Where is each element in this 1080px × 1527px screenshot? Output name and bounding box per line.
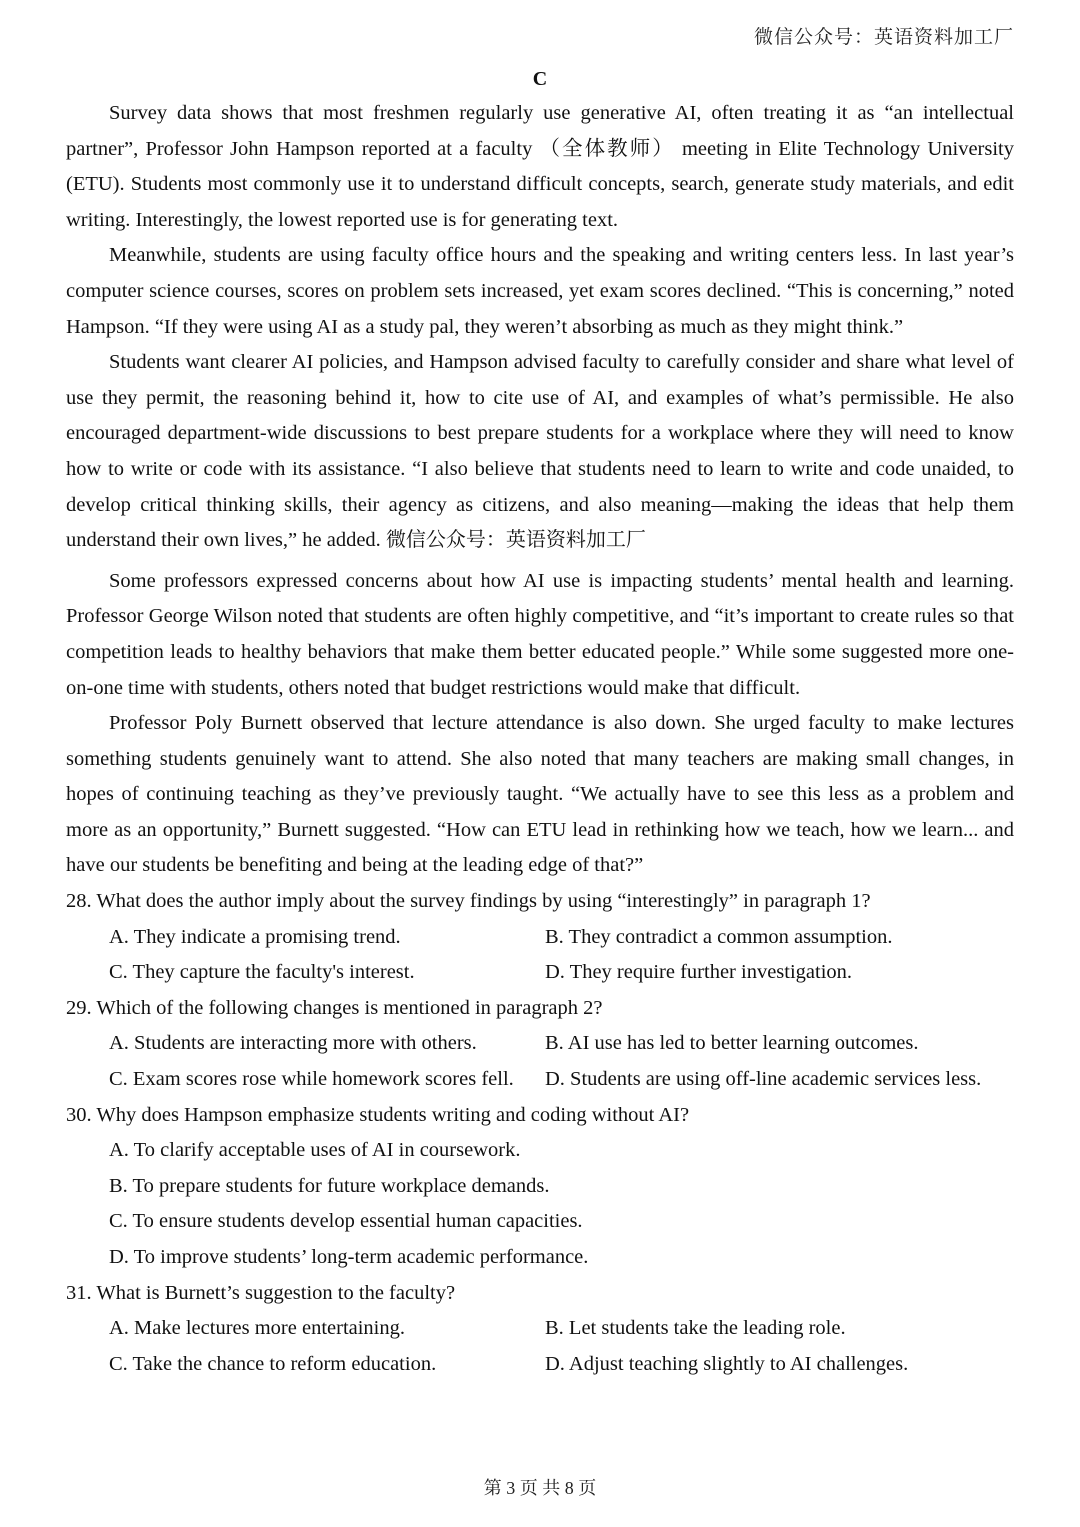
passage-paragraph-3 xyxy=(66,345,1014,559)
passage-paragraph-1: Survey data shows that most freshmen regularly use generative AI, often treating it as “an intellectual partner”, Professor John Hampson reported at a faculty （全体教师） meeting in Elite Technology University (ETU). Students most commonly use it to understand difficult concepts, search, generate study materials, and edit writing. Interestingly, the lowest reported use is for generating text. xyxy=(66,102,1014,231)
option-30-d[interactable]: D. To improve students’ long-term academic performance. xyxy=(109,1246,589,1268)
question-29-options xyxy=(66,1026,1014,1097)
option-28-d[interactable]: D. They require further investigation. xyxy=(545,961,853,984)
question-30-options xyxy=(66,1133,1014,1275)
option-31-a[interactable]: A. Make lectures more entertaining. xyxy=(109,1317,405,1340)
passage-paragraph-4: Some professors expressed concerns about how AI use is impacting students’ mental health and learning. Professor George Wilson noted that students are often highly competitive, and “it’s important to create rules so that competition leads to healthy behaviors that make them better educated people.” While some suggested more one-on-one time with students, others noted that budget restrictions would make that difficult. xyxy=(66,569,1014,699)
header-watermark: 微信公众号：英语资料加工厂 xyxy=(753,27,1014,48)
paragraph-3-text: Students want clearer AI policies, and Hampson advised faculty to carefully consider and share what level of use they permit, the reasoning behind it, how to cite use of AI, and examples of what’s permissible. He also encouraged department-wide discussions to best prepare students for a workplace where they will need to know how to write or code with its assistance. “I also believe that students need to learn to write and code unaided, to develop critical thinking skills, their agency as citizens, and also meaning—making the ideas that help them understand their own lives,” he added. xyxy=(66,351,1014,552)
option-30-b[interactable]: B. To prepare students for future workplace demands. xyxy=(109,1174,550,1197)
question-30-stem: 30. Why does Hampson emphasize students writing and coding without AI? xyxy=(66,1103,690,1126)
question-29-stem: 29. Which of the following changes is mentioned in paragraph 2? xyxy=(66,996,603,1019)
section-letter: C xyxy=(532,68,548,90)
option-30-a[interactable]: A. To clarify acceptable uses of AI in coursework. xyxy=(109,1139,521,1162)
question-28-stem: 28. What does the author imply about the survey findings by using “interestingly” in paragraph 1? xyxy=(66,890,871,913)
question-31-options xyxy=(66,1311,1014,1382)
page-number: 第 3 页 共 8 页 xyxy=(483,1478,597,1498)
option-29-a[interactable]: A. Students are interacting more with others. xyxy=(109,1032,477,1055)
question-31-stem: 31. What is Burnett’s suggestion to the faculty? xyxy=(66,1281,456,1304)
option-28-b[interactable]: B. They contradict a common assumption. xyxy=(545,925,893,948)
option-29-c[interactable]: C. Exam scores rose while homework scores fell. xyxy=(109,1068,514,1091)
option-28-c[interactable]: C. They capture the faculty's interest. xyxy=(109,961,415,984)
question-28-options xyxy=(66,920,1014,991)
option-31-c[interactable]: C. Take the chance to reform education. xyxy=(109,1352,437,1375)
option-31-b[interactable]: B. Let students take the leading role. xyxy=(545,1317,846,1340)
option-28-a[interactable]: A. They indicate a promising trend. xyxy=(109,925,401,948)
option-29-d[interactable]: D. Students are using off-line academic services less. xyxy=(545,1068,982,1091)
option-29-b[interactable]: B. AI use has led to better learning outcomes. xyxy=(545,1032,919,1055)
passage-paragraph-5: Professor Poly Burnett observed that lecture attendance is also down. She urged faculty to make lectures something students genuinely want to attend. She also noted that many teachers are making small changes, in hopes of continuing teaching as they’ve previously taught. “We actually have to see this less as a problem and more as an opportunity,” Burnett suggested. “How can ETU lead in rethinking how we teach, how we learn... and have our students be benefiting and being at the leading edge of that?” xyxy=(66,712,1014,877)
passage-paragraph-2: Meanwhile, students are using faculty office hours and the speaking and writing centers less. In last year’s computer science courses, scores on problem sets increased, yet exam scores declined. “This is concerning,” noted Hampson. “If they were using AI as a study pal, they weren’t absorbing as much as they might think.” xyxy=(66,244,1014,338)
option-31-d[interactable]: D. Adjust teaching slightly to AI challenges. xyxy=(545,1352,909,1375)
option-30-c[interactable]: C. To ensure students develop essential human capacities. xyxy=(109,1210,583,1233)
document-content xyxy=(66,64,1014,1382)
inline-watermark: 微信公众号：英语资料加工厂 xyxy=(385,529,646,552)
